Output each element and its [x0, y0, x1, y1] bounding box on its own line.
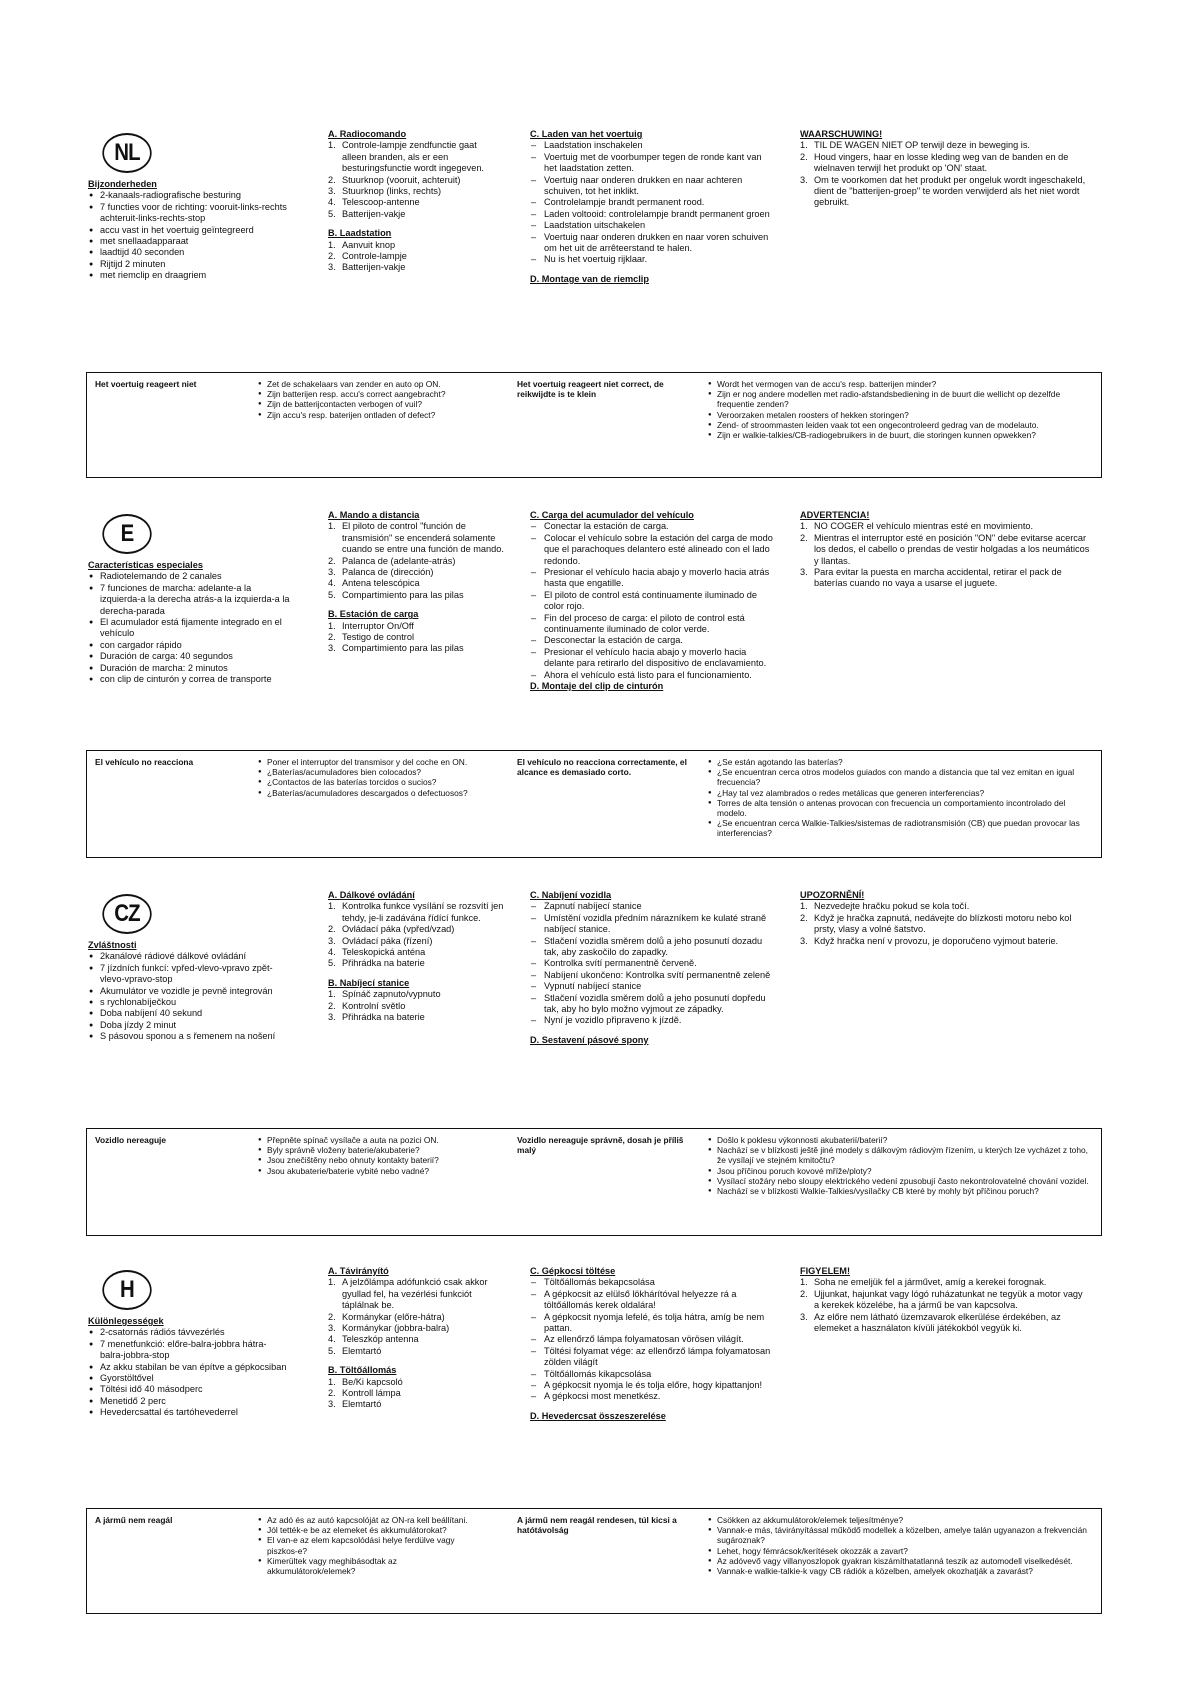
- remote-title: A. Mando a distancia: [328, 510, 420, 520]
- charging-list: [530, 1277, 775, 1402]
- list-item: ● Byly správně vloženy baterie/akubaterie?: [257, 1145, 487, 1155]
- remote-list: [328, 1277, 508, 1357]
- list-item: 2. Ovládací páka (vpřed/vzad): [328, 924, 455, 935]
- features-column: [88, 940, 288, 1043]
- clip-title: D. Hevedercsat összeszerelése: [530, 1410, 666, 1421]
- list-item: ● El van-e az elem kapcsolódási helye ferdülve vagy piszkos-e?: [257, 1535, 487, 1555]
- list-item: ● Radiotelemando de 2 canales: [88, 571, 293, 582]
- list-item: 1. Be/Ki kapcsoló: [328, 1376, 403, 1387]
- list-item: – Laadstation inschakelen: [530, 140, 775, 151]
- list-item: 4. Teleszkóp antenna: [328, 1334, 419, 1345]
- list-item: ● ¿Se encuentran cerca Walkie-Talkies/sistemas de radiotransmisión (CB) que puedan provocar las interferencias?: [707, 818, 1097, 838]
- warning-title: WAARSCHUWING!: [800, 129, 883, 139]
- list-item: – Stlačení vozidla směrem dolů a jeho posunutí dozadu tak, aby zaskočilo do zapadky.: [530, 936, 775, 959]
- list-item: ● met riemclip en draagriem: [88, 270, 288, 281]
- list-item: 3. Compartimiento para las pilas: [328, 643, 464, 654]
- clip-title: D. Montaje del clip de cinturón: [530, 681, 664, 692]
- list-item: ● laadtijd 40 seconden: [88, 247, 288, 258]
- list-item: ● ¿Baterías/acumuladores bien colocados?: [257, 767, 487, 777]
- list-item: ● Az adó és az autó kapcsolóját az ON-ra kell beállítani.: [257, 1515, 487, 1525]
- list-item: ● Hevedercsattal és tartóhevederrel: [88, 1407, 288, 1418]
- features-title: Características especiales: [88, 560, 203, 570]
- list-item: ● Jsou příčinou poruch kovové mříže/ploty?: [707, 1166, 1097, 1176]
- list-item: 1. Controle-lampje zendfunctie gaat alleen branden, als er een besturingsfunctie wordt ingegeven.: [328, 140, 484, 174]
- list-item: ● Nachází se v blízkosti ještě jiné modely s dálkovým rádiovým řízením, u kterých lze vycházet z toho, že vysílají ve stejném kmitočtu?: [707, 1145, 1097, 1165]
- charging-column: [530, 510, 775, 693]
- list-item: ● Kimerültek vagy meghibásodtak az akkumulátorok/elemek?: [257, 1556, 487, 1576]
- warning-title: UPOZORNĚNÍ!: [800, 890, 865, 900]
- station-title: B. Töltőállomás: [328, 1365, 397, 1376]
- clip-title: D. Montage van de riemclip: [530, 273, 649, 284]
- list-item: ● Rijtijd 2 minuten: [88, 259, 288, 270]
- features-list: [88, 571, 293, 685]
- list-item: 4. Teleskopická anténa: [328, 947, 426, 958]
- list-item: 2. Controle-lampje: [328, 251, 407, 262]
- charging-title: C. Nabíjení vozidla: [530, 890, 612, 900]
- station-title: B. Estación de carga: [328, 609, 419, 620]
- list-item: ● Töltési idő 40 másodperc: [88, 1384, 288, 1395]
- list-item: – Controlelampje brandt permanent rood.: [530, 197, 775, 208]
- language-badge: E: [102, 514, 151, 554]
- list-item: ● Poner el interruptor del transmisor y del coche en ON.: [257, 757, 487, 767]
- list-item: 2. Palanca de (adelante-atrás): [328, 555, 456, 566]
- list-item: 1. El piloto de control "función de transmisión" se encenderá solamente cuando se entre una función de mando.: [328, 521, 504, 555]
- list-item: ● Csökken az akkumulátorok/elemek teljesítménye?: [707, 1515, 1097, 1525]
- parts-column: [328, 1266, 508, 1411]
- list-item: – Nyní je vozidlo připraveno k jízdě.: [530, 1015, 775, 1026]
- list-item: ● Zijn er walkie-talkies/CB-radiogebruikers in de buurt, die storingen kunnen opwekken?: [707, 430, 1097, 440]
- list-item: 3. Stuurknop (links, rechts): [328, 186, 442, 197]
- trouble-title: El vehículo no reacciona correctamente, el alcance es demasiado corto.: [517, 757, 687, 778]
- list-item: ● Az akku stabilan be van építve a gépkocsiban: [88, 1362, 288, 1373]
- list-item: 5. Elemtartó: [328, 1345, 382, 1356]
- list-item: ● Jól tették-e be az elemeket és akkumulátorokat?: [257, 1525, 487, 1535]
- list-item: ● Gyorstöltővel: [88, 1373, 288, 1384]
- warning-title: ADVERTENCIA!: [800, 510, 870, 520]
- list-item: 3. Az előre nem látható üzemzavarok elkerülése érdekében, az elemeket a használaton kívüli játékokból vegyük ki.: [800, 1311, 1061, 1334]
- list-item: ● Vannak-e más, távirányítással működő modellek a közelben, amelye talán ugyanazon a frekvencián sugároznak?: [707, 1525, 1097, 1545]
- warning-column: [800, 890, 1090, 947]
- list-item: ● ¿Baterías/acumuladores descargados o defectuosos?: [257, 788, 487, 798]
- trouble-title: Het voertuig reageert niet correct, de reikwijdte is te klein: [517, 379, 664, 400]
- trouble-title: A jármű nem reagál: [95, 1515, 173, 1525]
- list-item: – Töltési folyamat vége: az ellenőrző lámpa folyamatosan zölden világít: [530, 1346, 775, 1369]
- list-item: ● accu vast in het voertuig geïntegreerd: [88, 225, 288, 236]
- remote-list: [328, 521, 508, 601]
- trouble-list: [257, 1135, 487, 1176]
- parts-column: [328, 890, 508, 1023]
- list-item: 1. Interruptor On/Off: [328, 620, 414, 631]
- features-column: [88, 560, 293, 685]
- station-title: B. Nabíjecí stanice: [328, 977, 410, 988]
- trouble-title: A jármű nem reagál rendesen, túl kicsi a hatótávolság: [517, 1515, 677, 1536]
- list-item: ● Menetidő 2 perc: [88, 1396, 288, 1407]
- features-list: [88, 951, 288, 1042]
- station-title: B. Laadstation: [328, 228, 392, 239]
- trouble-list: [707, 757, 1097, 839]
- list-item: – Ahora el vehículo está listo para el funcionamiento.: [530, 670, 775, 681]
- trouble-list: [257, 757, 487, 798]
- troubleshooting-box-es: [86, 750, 1102, 858]
- features-column: [88, 179, 288, 282]
- list-item: – Töltőállomás kikapcsolása: [530, 1369, 775, 1380]
- trouble-title: Het voertuig reageert niet: [95, 379, 197, 389]
- list-item: – Presionar el vehículo hacia abajo y moverlo hacia atrás hasta que engatille.: [530, 567, 775, 590]
- list-item: ● El acumulador está fijamente integrado en el vehículo: [88, 617, 293, 640]
- troubleshooting-box-cz: [86, 1128, 1102, 1236]
- trouble-title: Vozidlo nereaguje: [95, 1135, 167, 1145]
- remote-list: [328, 140, 500, 220]
- list-item: 5. Compartimiento para las pilas: [328, 589, 464, 600]
- list-item: ● Zijn batterijen resp. accu's correct aangebracht?: [257, 389, 487, 399]
- list-item: ● Az adóvevő vagy villanyoszlopok gyakran kiszámíthatatlanná teszik az automodell viselkedését.: [707, 1556, 1097, 1566]
- list-item: – Desconectar la estación de carga.: [530, 635, 775, 646]
- charging-column: [530, 890, 775, 1046]
- remote-title: A. Távirányító: [328, 1266, 389, 1276]
- list-item: – Zapnutí nabíjecí stanice: [530, 901, 775, 912]
- features-title: Különlegességek: [88, 1316, 164, 1326]
- warning-column: [800, 510, 1090, 590]
- language-badge: H: [102, 1270, 151, 1310]
- remote-title: A. Dálkové ovládání: [328, 890, 415, 900]
- warning-column: [800, 129, 1090, 209]
- list-item: ● ¿Se están agotando las baterías?: [707, 757, 1097, 767]
- list-item: 1. Nezvedejte hračku pokud se kola točí.: [800, 901, 970, 912]
- list-item: 3. Ovládací páka (řízení): [328, 935, 433, 946]
- troubleshooting-box-nl: [86, 372, 1102, 478]
- list-item: ● Duración de carga: 40 segundos: [88, 651, 293, 662]
- list-item: 5. Přihrádka na baterie: [328, 958, 425, 969]
- list-item: 2. Kormánykar (előre-hátra): [328, 1311, 445, 1322]
- language-badge: NL: [102, 133, 151, 173]
- list-item: ● con clip de cinturón y correa de transporte: [88, 674, 293, 685]
- features-title: Bijzonderheden: [88, 179, 157, 189]
- list-item: – Laadstation uitschakelen: [530, 220, 775, 231]
- warning-title: FIGYELEM!: [800, 1266, 851, 1276]
- charging-list: [530, 901, 775, 1026]
- list-item: 2. Kontrolní světlo: [328, 1000, 406, 1011]
- station-list: [328, 989, 508, 1023]
- features-list: [88, 190, 288, 281]
- list-item: 1. Spínáč zapnuto/vypnuto: [328, 989, 441, 1000]
- trouble-title: Vozidlo nereaguje správně, dosah je příliš malý: [517, 1135, 684, 1156]
- list-item: 1. Kontrolka funkce vysílání se rozsvítí jen tehdy, je-li zadávána řídící funkce.: [328, 901, 504, 923]
- station-list: [328, 240, 500, 274]
- charging-title: C. Gépkocsi töltése: [530, 1266, 616, 1276]
- list-item: 2. Když je hračka zapnutá, nedávejte do blízkosti motoru nebo kol prsty, vlasy a volné šatstvo.: [800, 912, 1072, 935]
- clip-title: D. Sestavení pásové spony: [530, 1034, 649, 1045]
- list-item: 4. Telescoop-antenne: [328, 197, 420, 208]
- list-item: 4. Antena telescópica: [328, 578, 420, 589]
- list-item: 2. Stuurknop (vooruit, achteruit): [328, 174, 461, 185]
- list-item: – Conectar la estación de carga.: [530, 521, 775, 532]
- list-item: – Kontrolka svítí permanentně červeně.: [530, 958, 775, 969]
- list-item: ● 2kanálové rádiové dálkové ovládání: [88, 951, 288, 962]
- warning-list: [800, 521, 1090, 589]
- list-item: 3. Batterijen-vakje: [328, 262, 406, 273]
- list-item: ● Duración de marcha: 2 minutos: [88, 663, 293, 674]
- list-item: – Laden voltooid: controlelampje brandt permanent groen: [530, 209, 775, 220]
- list-item: ● Jsou akubaterie/baterie vybité nebo vadné?: [257, 1166, 487, 1176]
- list-item: 3. Om te voorkomen dat het produkt per ongeluk wordt ingeschakeld, dient de "batterijen-groep" te worden verwijderd als het niet wordt gebruikt.: [800, 174, 1086, 208]
- list-item: ● Torres de alta tensión o antenas provocan con frecuencia un comportamiento incontrolado del modelo.: [707, 798, 1097, 818]
- list-item: ● 7 functies voor de richting: vooruit-links-rechts achteruit-links-rechts-stop: [88, 202, 288, 225]
- list-item: 1. TIL DE WAGEN NIET OP terwijl deze in beweging is.: [800, 140, 1030, 151]
- list-item: – Töltőállomás bekapcsolása: [530, 1277, 775, 1288]
- list-item: – Presionar el vehículo hacia abajo y moverlo hacia delante para retirarlo del dispositivo de enclavamiento.: [530, 647, 775, 670]
- language-badge: CZ: [102, 894, 151, 934]
- list-item: ● Jsou znečištěny nebo ohnuty kontakty baterií?: [257, 1155, 487, 1165]
- list-item: ● s rychlonabíječkou: [88, 997, 288, 1008]
- trouble-list: [257, 1515, 487, 1576]
- list-item: ● Zijn er nog andere modellen met radio-afstandsbediening in de buurt die wellicht op dezelfde frequentie zenden?: [707, 389, 1097, 409]
- parts-column: [328, 129, 500, 274]
- list-item: – Nabíjení ukončeno: Kontrolka svítí permanentně zeleně: [530, 970, 775, 981]
- list-item: – Nu is het voertuig rijklaar.: [530, 254, 775, 265]
- remote-title: A. Radiocomando: [328, 129, 407, 139]
- list-item: ● met snellaadapparaat: [88, 236, 288, 247]
- list-item: – Umístění vozidla předním nárazníkem ke kulaté straně nabíjecí stanice.: [530, 913, 775, 936]
- trouble-title: El vehículo no reacciona: [95, 757, 194, 767]
- list-item: ● Wordt het vermogen van de accu's resp. batterijen minder?: [707, 379, 1097, 389]
- charging-column: [530, 1266, 775, 1422]
- list-item: 2. Kontroll lámpa: [328, 1388, 401, 1399]
- warning-list: [800, 1277, 1090, 1334]
- list-item: 1. A jelzőlámpa adófunkció csak akkor gyullad fel, ha vezérlési funkciót táplálnak be.: [328, 1277, 488, 1311]
- list-item: 3. Přihrádka na baterie: [328, 1012, 425, 1023]
- list-item: 2. Houd vingers, haar en losse kleding weg van de banden en de wielnaven terwijl het produkt op 'ON' staat.: [800, 151, 1069, 174]
- list-item: ● 7 menetfunkció: előre-balra-jobbra hátra-balra-jobbra-stop: [88, 1339, 288, 1362]
- remote-list: [328, 901, 508, 969]
- list-item: – Colocar el vehículo sobre la estación del carga de modo que el parachoques delantero esté alineado con el lado redondo.: [530, 533, 775, 567]
- list-item: ● ¿Hay tal vez alambrados o redes metálicas que generen interferencias?: [707, 788, 1097, 798]
- list-item: ● Lehet, hogy fémrácsok/kerítések okozzák a zavart?: [707, 1546, 1097, 1556]
- list-item: – A gépkocsi most menetkész.: [530, 1391, 775, 1402]
- list-item: ● Vannak-e walkie-talkie-k vagy CB rádiók a közelben, amelyek okozhatják a zavarást?: [707, 1566, 1097, 1576]
- list-item: – Fin del proceso de carga: el piloto de control está continuamente iluminado de color verde.: [530, 613, 775, 636]
- list-item: – Voertuig naar onderen drukken en naar achteren schuiven, tot het inklikt.: [530, 175, 775, 198]
- warning-list: [800, 901, 1090, 947]
- trouble-list: [257, 379, 487, 420]
- list-item: – Vypnutí nabíjecí stanice: [530, 981, 775, 992]
- charging-title: C. Laden van het voertuig: [530, 129, 643, 139]
- list-item: – El piloto de control está continuamente iluminado de color rojo.: [530, 590, 775, 613]
- list-item: 3. Elemtartó: [328, 1399, 382, 1410]
- charging-title: C. Carga del acumulador del vehículo: [530, 510, 694, 520]
- list-item: ● Doba nabíjení 40 sekund: [88, 1008, 288, 1019]
- charging-column: [530, 129, 775, 285]
- list-item: – A gépkocsit az elülső lökhárítóval helyezze rá a töltőállomás kerek oldalára!: [530, 1289, 775, 1312]
- list-item: ● 2-csatornás rádiós távvezérlés: [88, 1327, 288, 1338]
- list-item: ● S pásovou sponou a s řemenem na nošení: [88, 1031, 288, 1042]
- station-list: [328, 621, 508, 655]
- list-item: ● ¿Se encuentran cerca otros modelos guiados con mando a distancia que tal vez emitan en igual frecuencia?: [707, 767, 1097, 787]
- list-item: – Az ellenőrző lámpa folyamatosan vörösen világít.: [530, 1334, 775, 1345]
- list-item: ● Doba jízdy 2 minut: [88, 1020, 288, 1031]
- warning-column: [800, 1266, 1090, 1334]
- features-list: [88, 1327, 288, 1418]
- list-item: 1. Soha ne emeljük fel a járművet, amíg a kerekei forognak.: [800, 1277, 1047, 1288]
- charging-list: [530, 140, 775, 265]
- trouble-list: [707, 1135, 1097, 1196]
- list-item: ● ¿Contactos de las baterías torcidos o sucios?: [257, 777, 487, 787]
- list-item: ● Veroorzaken metalen roosters of hekken storingen?: [707, 410, 1097, 420]
- station-list: [328, 1377, 508, 1411]
- list-item: 1. Aanvuit knop: [328, 239, 396, 250]
- list-item: 3. Palanca de (dirección): [328, 567, 434, 578]
- list-item: ● Zet de schakelaars van zender en auto op ON.: [257, 379, 487, 389]
- features-title: Zvláštnosti: [88, 940, 137, 950]
- trouble-list: [707, 379, 1097, 440]
- list-item: ● Zend- of stroommasten leiden vaak tot een ongecontroleerd gedrag van de modelauto.: [707, 420, 1097, 430]
- list-item: ● 7 funciones de marcha: adelante-a la izquierda-a la derecha atrás-a la izquierda-a la derecha-parada: [88, 583, 293, 617]
- charging-list: [530, 521, 775, 681]
- list-item: – A gépkocsit nyomja lefelé, és tolja hátra, amíg be nem pattan.: [530, 1312, 775, 1335]
- list-item: ● 7 jízdních funkcí: vpřed-vlevo-vpravo zpět-vlevo-vpravo-stop: [88, 963, 288, 986]
- list-item: 2. Testigo de control: [328, 632, 415, 643]
- warning-list: [800, 140, 1090, 208]
- troubleshooting-box-hu: [86, 1508, 1102, 1614]
- list-item: 2. Mientras el interruptor esté en posición "ON" debe evitarse acercar los dedos, el cabello o prendas de vestir holgadas a los neumáticos y llantas.: [800, 532, 1090, 566]
- list-item: 3. Když hračka není v provozu, je doporučeno vyjmout baterie.: [800, 935, 1059, 946]
- list-item: ● Nachází se v blízkosti Walkie-Talkies/vysílačky CB které by mohly být příčinou poruch?: [707, 1186, 1097, 1196]
- list-item: – Voertuig naar onderen drukken en naar voren schuiven om het uit de arrêteerstand te halen.: [530, 232, 775, 255]
- list-item: ● Akumulátor ve vozidle je pevně integrován: [88, 986, 288, 997]
- list-item: 1. NO COGER el vehículo mientras esté en movimiento.: [800, 521, 1034, 532]
- list-item: – A gépkocsit nyomja le és tolja előre, hogy kipattanjon!: [530, 1380, 775, 1391]
- list-item: ● Vysílací stožáry nebo sloupy elektrického vedení zpusobují často nekontrolovatelné chování vozidel.: [707, 1176, 1097, 1186]
- list-item: ● Zijn accu's resp. baterijen ontladen of defect?: [257, 410, 487, 420]
- list-item: 5. Batterijen-vakje: [328, 208, 406, 219]
- list-item: 2. Ujjunkat, hajunkat vagy lógó ruházatunkat ne tegyük a motor vagy a kerekek közelébe, ha a jármű be van kapcsolva.: [800, 1288, 1083, 1311]
- list-item: – Voertuig met de voorbumper tegen de ronde kant van het laadstation zetten.: [530, 152, 775, 175]
- list-item: ● Přepněte spínač vysílače a auta na pozici ON.: [257, 1135, 487, 1145]
- trouble-list: [707, 1515, 1097, 1576]
- list-item: ● Došlo k poklesu výkonnosti akubaterií/baterií?: [707, 1135, 1097, 1145]
- list-item: ● 2-kanaals-radiografische besturing: [88, 190, 288, 201]
- list-item: 3. Kormánykar (jobbra-balra): [328, 1323, 450, 1334]
- list-item: ● Zijn de batterijcontacten verbogen of vuil?: [257, 399, 487, 409]
- list-item: 3. Para evitar la puesta en marcha accidental, retirar el pack de baterías cuando no vaya a usarse el juguete.: [800, 567, 1062, 589]
- parts-column: [328, 510, 508, 655]
- list-item: – Stlačení vozidla směrem dolů a jeho posunutí dopředu tak, aby ho bylo možno vyjmout ze západky.: [530, 993, 775, 1016]
- features-column: [88, 1316, 288, 1419]
- list-item: ● con cargador rápido: [88, 640, 293, 651]
